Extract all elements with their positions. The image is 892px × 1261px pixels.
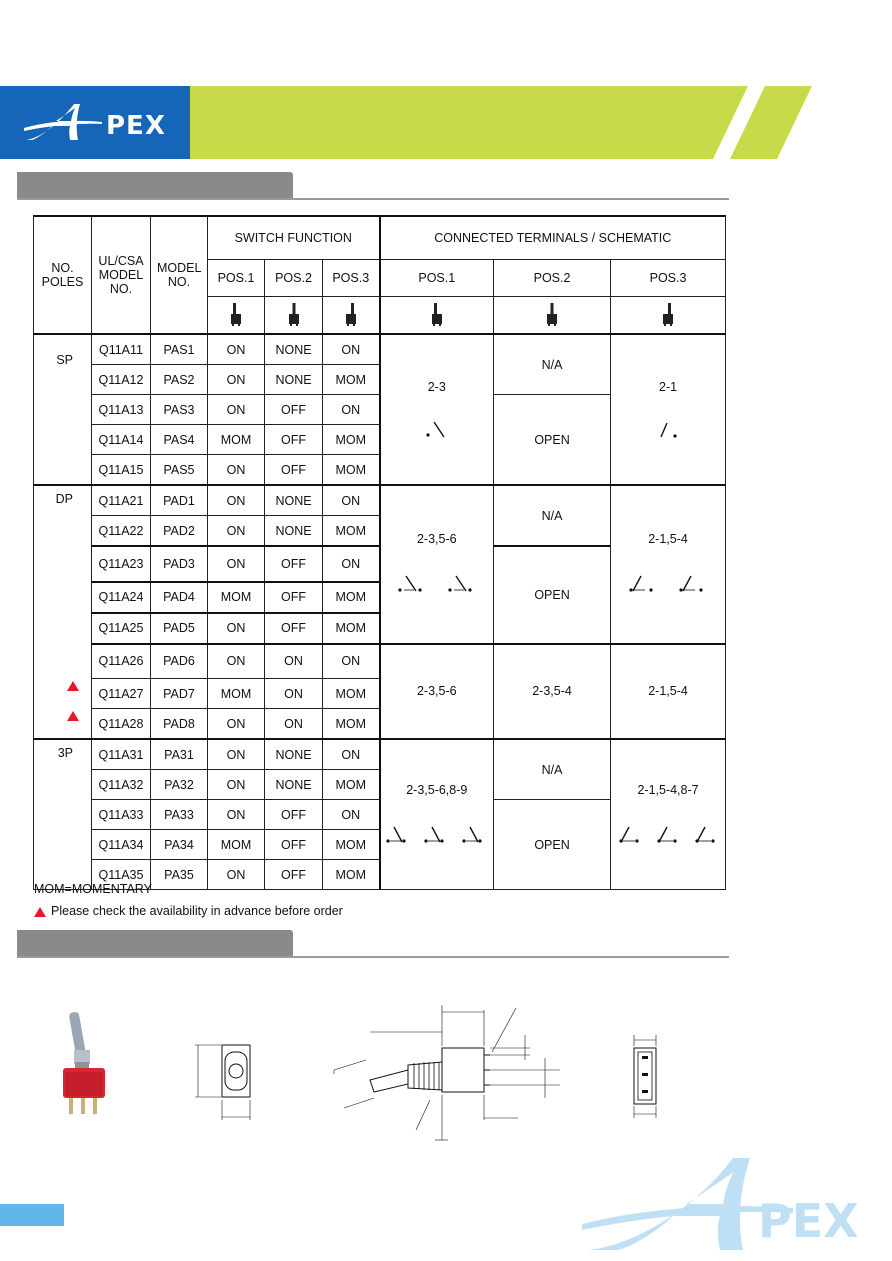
lever-icon-pos2 [265, 297, 323, 335]
ul-model-cell: Q11A21 [92, 485, 151, 516]
model-cell: PAD5 [151, 613, 208, 644]
dp-conn-pos3 [611, 485, 726, 644]
model-cell: PAS4 [151, 425, 208, 455]
pos2-cell: ON [265, 679, 323, 709]
warning-triangle-icon [67, 711, 79, 721]
pos1-cell: ON [208, 770, 265, 800]
apex-watermark-logo [578, 1150, 878, 1255]
pos2-cell: NONE [265, 739, 323, 770]
pos2-cell: OFF [265, 395, 323, 425]
section-bar-top [17, 172, 293, 199]
sp-conn-pos2-open: OPEN [494, 395, 611, 486]
lever-icon-conn-pos2 [494, 297, 611, 335]
table-row [34, 334, 726, 365]
toggle-lever-icon [228, 301, 244, 327]
pos2-cell: NONE [265, 334, 323, 365]
note-momentary: MOM=MOMENTARY [34, 882, 152, 896]
header-connected: CONNECTED TERMINALS / SCHEMATIC [380, 216, 726, 260]
section-bar-bottom [17, 930, 293, 957]
pos3-cell: ON [323, 485, 380, 516]
table-row [34, 739, 726, 770]
dp2-conn-pos2: 2-3,5-4 [494, 644, 611, 740]
model-cell: PA34 [151, 830, 208, 860]
poles-dp-label: DP [55, 492, 73, 506]
pos2-cell: NONE [265, 516, 323, 547]
pos1-cell: ON [208, 334, 265, 365]
page-footer-tab [0, 1204, 64, 1226]
pos1-cell: ON [208, 709, 265, 740]
pos2-cell: NONE [265, 485, 323, 516]
switch-function-table [33, 215, 726, 890]
ul-model-cell: Q11A13 [92, 395, 151, 425]
pos3-cell: MOM [323, 582, 380, 613]
sp-conn-pos1-label: 2-3 [427, 379, 446, 394]
ul-model-cell: Q11A23 [92, 546, 151, 582]
header-conn-pos2: POS.2 [494, 260, 611, 297]
model-cell: PA32 [151, 770, 208, 800]
pos1-cell: ON [208, 365, 265, 395]
ul-model-cell: Q11A25 [92, 613, 151, 644]
dp-conn-pos3-label: 2-1,5-4 [648, 532, 688, 547]
note-availability-text: Please check the availability in advance before order [51, 904, 343, 918]
pos3-cell: ON [323, 395, 380, 425]
ul-model-cell: Q11A11 [92, 334, 151, 365]
ul-model-cell: Q11A33 [92, 800, 151, 830]
ul-model-cell: Q11A35 [92, 860, 151, 890]
dp-conn-pos1 [380, 485, 494, 644]
switch-contact-icon [653, 420, 683, 440]
ul-model-cell: Q11A14 [92, 425, 151, 455]
sp-conn-pos2-na: N/A [494, 334, 611, 395]
toggle-lever-icon [343, 301, 359, 327]
model-cell: PAS2 [151, 365, 208, 395]
pos3-cell: MOM [323, 365, 380, 395]
dp-conn-pos2-na: N/A [494, 485, 611, 546]
section-line-bottom [17, 956, 729, 958]
pos3-cell: ON [323, 739, 380, 770]
model-cell: PAD1 [151, 485, 208, 516]
pos3-cell: ON [323, 334, 380, 365]
model-cell: PAD4 [151, 582, 208, 613]
ul-model-cell: Q11A24 [92, 582, 151, 613]
pos2-cell: OFF [265, 800, 323, 830]
3p-conn-pos3-label: 2-1,5-4,8-7 [637, 782, 699, 797]
front-view-drawing [185, 1040, 265, 1125]
header-pos1: POS.1 [208, 260, 265, 297]
ul-model-cell: Q11A27 [92, 679, 151, 709]
toggle-lever-icon [544, 301, 560, 327]
ul-model-cell: Q11A34 [92, 830, 151, 860]
lever-icon-pos1 [208, 297, 265, 335]
poles-sp: SP [34, 334, 92, 485]
pos3-cell: MOM [323, 425, 380, 455]
pos3-cell: MOM [323, 770, 380, 800]
pos1-cell: ON [208, 644, 265, 679]
switch-contact-icon [382, 823, 492, 847]
poles-dp [34, 485, 92, 739]
sp-conn-pos1 [380, 334, 494, 485]
model-cell: PAS5 [151, 455, 208, 486]
pos1-cell: MOM [208, 425, 265, 455]
pos3-cell: ON [323, 644, 380, 679]
pos1-cell: ON [208, 860, 265, 890]
switch-contact-icon [623, 572, 713, 596]
pos1-cell: ON [208, 516, 265, 547]
warning-triangle-icon [34, 907, 46, 917]
switch-contact-icon [392, 572, 482, 596]
section-line-top [17, 198, 729, 200]
pos2-cell: OFF [265, 455, 323, 486]
header-pos2: POS.2 [265, 260, 323, 297]
pos1-cell: ON [208, 395, 265, 425]
pos3-cell: MOM [323, 516, 380, 547]
ul-model-cell: Q11A15 [92, 455, 151, 486]
header-ul-csa: UL/CSA MODEL NO. [92, 216, 151, 334]
pos2-cell: NONE [265, 770, 323, 800]
lever-icon-conn-pos3 [611, 297, 726, 335]
ul-model-cell: Q11A26 [92, 644, 151, 679]
model-cell: PA35 [151, 860, 208, 890]
svg-text:PEX: PEX [758, 1194, 859, 1248]
header-poles: NO. POLES [34, 216, 92, 334]
model-cell: PAD7 [151, 679, 208, 709]
pos1-cell: MOM [208, 830, 265, 860]
model-cell: PA33 [151, 800, 208, 830]
model-cell: PAS1 [151, 334, 208, 365]
sp-conn-pos3-label: 2-1 [659, 379, 678, 394]
ul-model-cell: Q11A31 [92, 739, 151, 770]
dp-conn-pos2-open: OPEN [494, 546, 611, 644]
ul-model-cell: Q11A28 [92, 709, 151, 740]
pos3-cell: MOM [323, 679, 380, 709]
model-cell: PAS3 [151, 395, 208, 425]
table-row [34, 644, 726, 679]
model-cell: PAD6 [151, 644, 208, 679]
dp2-conn-pos1: 2-3,5-6 [380, 644, 494, 740]
header-model: MODEL NO. [151, 216, 208, 334]
3p-conn-pos2-na: N/A [494, 739, 611, 800]
pos3-cell: MOM [323, 830, 380, 860]
model-cell: PA31 [151, 739, 208, 770]
lever-icon-pos3 [323, 297, 380, 335]
pos3-cell: MOM [323, 455, 380, 486]
toggle-lever-icon [429, 301, 445, 327]
toggle-lever-icon [660, 301, 676, 327]
pos1-cell: ON [208, 485, 265, 516]
poles-3p: 3P [34, 739, 92, 890]
pos3-cell: ON [323, 800, 380, 830]
model-cell: PAD3 [151, 546, 208, 582]
pos2-cell: NONE [265, 365, 323, 395]
pos1-cell: ON [208, 613, 265, 644]
pos1-cell: ON [208, 800, 265, 830]
ul-model-cell: Q11A22 [92, 516, 151, 547]
pos1-cell: ON [208, 546, 265, 582]
switch-contact-icon [613, 823, 723, 847]
header-conn-pos3: POS.3 [611, 260, 726, 297]
table-row [34, 485, 726, 516]
3p-conn-pos3 [611, 739, 726, 890]
header-switch-function: SWITCH FUNCTION [208, 216, 380, 260]
ul-model-cell: Q11A32 [92, 770, 151, 800]
pos2-cell: ON [265, 644, 323, 679]
pos1-cell: ON [208, 739, 265, 770]
dp2-conn-pos3: 2-1,5-4 [611, 644, 726, 740]
pos3-cell: ON [323, 546, 380, 582]
apex-logo [22, 100, 187, 146]
product-photo [55, 1010, 125, 1122]
warning-triangle-icon [67, 681, 79, 691]
3p-conn-pos2-open: OPEN [494, 800, 611, 890]
toggle-lever-icon [286, 301, 302, 327]
svg-text:PEX: PEX [106, 111, 166, 141]
note-availability [34, 904, 343, 918]
3p-conn-pos1 [380, 739, 494, 890]
pos3-cell: MOM [323, 613, 380, 644]
pos2-cell: OFF [265, 860, 323, 890]
model-cell: PAD2 [151, 516, 208, 547]
header-conn-pos1: POS.1 [380, 260, 494, 297]
header-pos3: POS.3 [323, 260, 380, 297]
pos2-cell: OFF [265, 425, 323, 455]
pos1-cell: ON [208, 455, 265, 486]
pos1-cell: MOM [208, 679, 265, 709]
pos2-cell: OFF [265, 830, 323, 860]
pos2-cell: OFF [265, 613, 323, 644]
pos2-cell: OFF [265, 582, 323, 613]
sp-conn-pos3 [611, 334, 726, 485]
side-view-drawing [330, 1000, 560, 1150]
bottom-view-drawing [600, 1030, 690, 1120]
ul-model-cell: Q11A12 [92, 365, 151, 395]
pos2-cell: OFF [265, 546, 323, 582]
lever-icon-conn-pos1 [380, 297, 494, 335]
switch-contact-icon [422, 420, 452, 440]
pos3-cell: MOM [323, 709, 380, 740]
pos1-cell: MOM [208, 582, 265, 613]
model-cell: PAD8 [151, 709, 208, 740]
pos2-cell: ON [265, 709, 323, 740]
dp-conn-pos1-label: 2-3,5-6 [416, 532, 457, 547]
3p-conn-pos1-label: 2-3,5-6,8-9 [406, 782, 468, 797]
pos3-cell: MOM [323, 860, 380, 890]
